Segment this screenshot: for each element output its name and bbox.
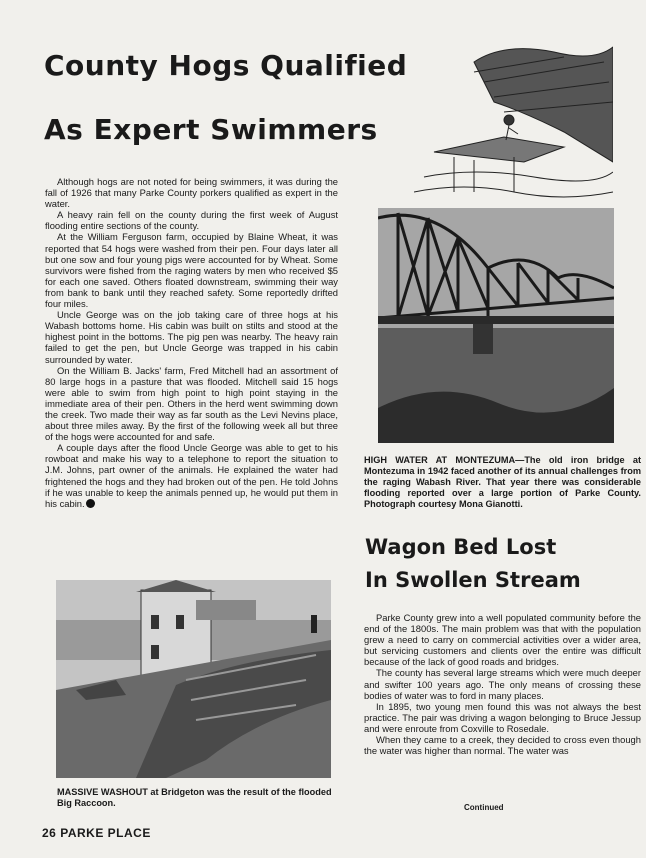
article-title-line2: As Expert Swimmers xyxy=(44,113,378,146)
paragraph: On the William B. Jacks' farm, Fred Mitchell had an assortment of 80 large hogs in a pasture that was flooded. Mitchell said 15 hogs were able to swim from high point to high point staying in the immediate area of their pen. Others in the herd went swimming down the creek. Two made their way as far south as the Levi Nevins place, about three miles away. By the first of the following week all but three of the hogs were accounted for and safe. xyxy=(45,364,338,443)
end-mark-icon xyxy=(86,499,95,508)
paragraph: A heavy rain fell on the county during the first week of August flooding entire sections of the county. xyxy=(45,209,338,232)
bridge-photo-caption: HIGH WATER AT MONTEZUMA—The old iron bridge at Montezuma in 1942 faced another of its annual challenges from the raging Wabash River. That year there was considerable flooding reported over a large portion of Parke County. Photograph courtesy Mona Gianotti. xyxy=(364,455,641,509)
paragraph: A couple days after the flood Uncle George was able to get to his rowboat and make his way to a telephone to report the situation to J.M. Johns, part owner of the animals. He explained the water had frightened the hogs and they had broken out of the pen. He told Johns if he was unable to keep the animals penned up, he would put them in his cabin. xyxy=(45,442,338,509)
article-title-line1: County Hogs Qualified xyxy=(44,49,408,82)
article-body-wagon xyxy=(364,612,641,756)
continued-label: Continued xyxy=(464,803,504,812)
publication-name: PARKE PLACE xyxy=(60,826,151,840)
paragraph: When they came to a creek, they decided to cross even though the water was higher than normal. The water was xyxy=(364,734,641,757)
article2-title-line2: In Swollen Stream xyxy=(365,568,581,592)
page-number: 26 xyxy=(42,826,57,840)
page-footer xyxy=(42,826,151,840)
article2-title-line1: Wagon Bed Lost xyxy=(365,535,557,559)
paragraph: Parke County grew into a well populated community before the end of the 1800s. The main problem was that with the population grew a need to carry on commercial activities over a wider area, but servicing customers and clients over the entire was difficult because of the lack of good roads and bridges. xyxy=(364,612,641,668)
flood-sketch-illustration xyxy=(414,42,613,202)
paragraph: In 1895, two young men found this was not always the best practice. The pair was driving a wagon belonging to Bruce Jessup and were enroute from Coxville to Rosedale. xyxy=(364,700,641,734)
paragraph: The county has several large streams which were much deeper and swifter 100 years ago. The only means of crossing these bodies of water was to ford in many places. xyxy=(364,667,641,701)
article-body-hogs xyxy=(45,176,338,509)
washout-photo-caption: MASSIVE WASHOUT at Bridgeton was the result of the flooded Big Raccoon. xyxy=(57,787,332,808)
montezuma-bridge-photo xyxy=(378,208,614,443)
bridgeton-washout-photo xyxy=(56,580,331,778)
paragraph: Although hogs are not noted for being swimmers, it was during the fall of 1926 that many Parke County porkers qualified as expert in the water. xyxy=(45,176,338,210)
paragraph: At the William Ferguson farm, occupied by Blaine Wheat, it was reported that 54 hogs were washed from their pen. Four days later all but one sow and four young pigs were accounted for by Wheat. Some survivors were fished from the raging waters by men who received $5 for each one saved. Others floated downstream, swimming their way from bank to bank until they reached safety. Some reportedly drifted four miles. xyxy=(45,231,338,310)
paragraph: Uncle George was on the job taking care of three hogs at his Wabash bottoms home. His cabin was built on stilts and stood at the highest point in the bottoms. The pig pen was nearby. The heavy rain failed to get the pen, but Uncle George was trapped in his cabin surrounded by water. xyxy=(45,309,338,365)
